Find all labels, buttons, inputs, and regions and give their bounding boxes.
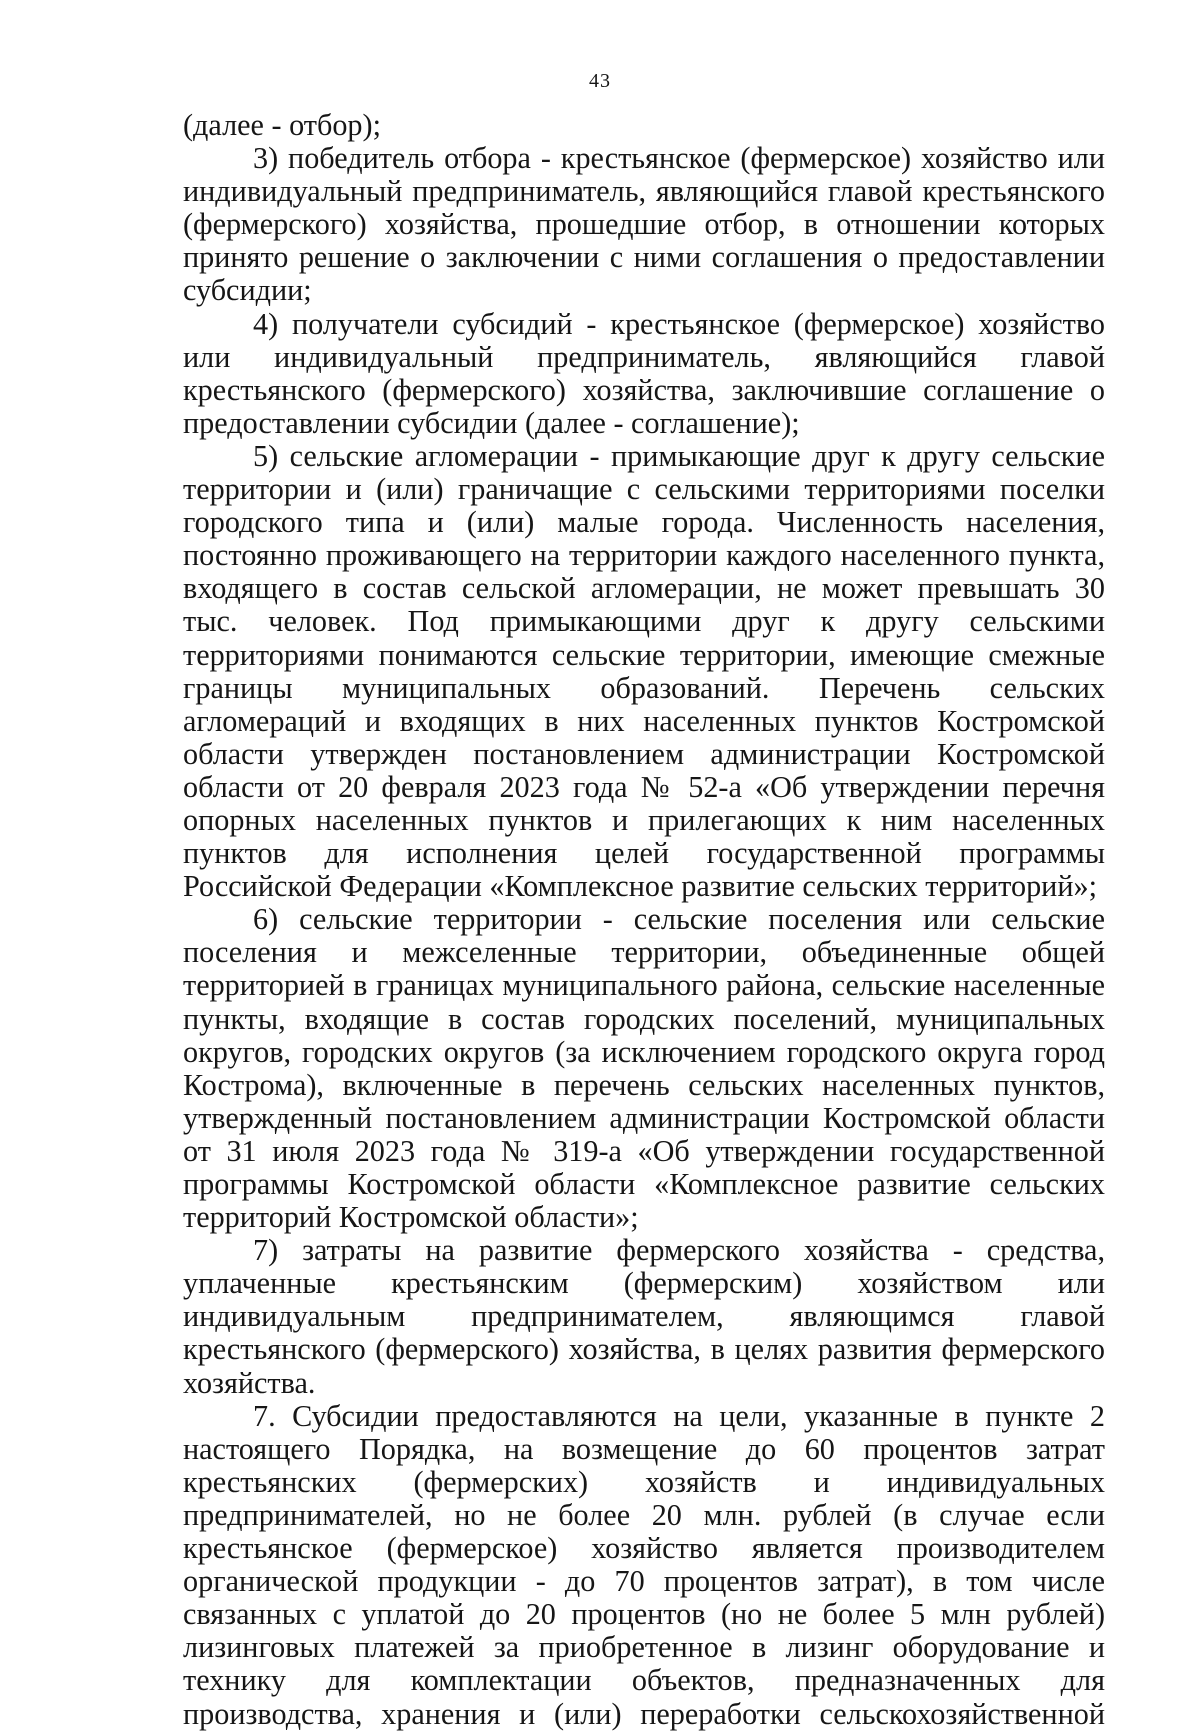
paragraph-item-6: 6) сельские территории - сельские поселения или сельские поселения и межселенные территории, объединенные общей территорией в границах муниципального района, сельские населенные пункты, входящие в состав городских поселений, муниципальных округов, городских округов (за исключением городского округа город Кострома), включенные в перечень сельских населенных пунктов, утвержденный постановлением администрации Костромской области от 31 июля 2023 года № 319-а «Об утверждении государственной программы Костромской области «Комплексное развитие сельских территорий Костромской области»; [183, 902, 1105, 1235]
paragraph-item-5: 5) сельские агломерации - примыкающие друг к другу сельские территории и (или) граничащие с сельскими территориями поселки городского типа и (или) малые города. Численность населения, постоянно проживающего на территории каждого населенного пункта, входящего в состав сельской агломерации, не может превышать 30 тыс. человек. Под примыкающими друг к другу сельскими территориями понимаются сельские территории, имеющие смежные границы муниципальных образований. Перечень сельских агломераций и входящих в них населенных пунктов Костромской области утвержден постановлением администрации Костромской области от 20 февраля 2023 года № 52-а «Об утверждении перечня опорных населенных пунктов и прилегающих к ним населенных пунктов для исполнения целей государственной программы Российской Федерации «Комплексное развитие сельских территорий»; [183, 438, 1105, 904]
page-number: 43 [589, 70, 611, 92]
paragraph-clause-7: 7. Субсидии предоставляются на цели, указанные в пункте 2 настоящего Порядка, на возмещение до 60 процентов затрат крестьянских (фермерских) хозяйств и индивидуальных предпринимателей, но не более 20 млн. рублей (в случае если крестьянское (фермерское) хозяйство является производителем органической продукции - до 70 процентов затрат), в том числе связанных с уплатой до 20 процентов (но не более 5 млн рублей) лизинговых платежей за приобретенное в лизинг оборудование и технику для комплектации объектов, предназначенных для производства, хранения и (или) переработки сельскохозяйственной [183, 1398, 1105, 1731]
paragraph-item-3: 3) победитель отбора - крестьянское (фермерское) хозяйство или индивидуальный предприниматель, являющийся главой крестьянского (фермерского) хозяйства, прошедшие отбор, в отношении которых принято решение о заключении с ними соглашения о предоставлении субсидии; [183, 141, 1105, 308]
paragraph-intro-tail: (далее - отбор); [183, 108, 381, 142]
document-body [183, 109, 1105, 1731]
paragraph-item-7: 7) затраты на развитие фермерского хозяйства - средства, уплаченные крестьянским (фермерским) хозяйством или индивидуальным предпринимателем, являющимся главой крестьянского (фермерского) хозяйства, в целях развития фермерского хозяйства. [183, 1233, 1105, 1400]
paragraph-item-4: 4) получатели субсидий - крестьянское (фермерское) хозяйство или индивидуальный предприниматель, являющийся главой крестьянского (фермерского) хозяйства, заключившие соглашение о предоставлении субсидии (далее - соглашение); [183, 306, 1105, 440]
